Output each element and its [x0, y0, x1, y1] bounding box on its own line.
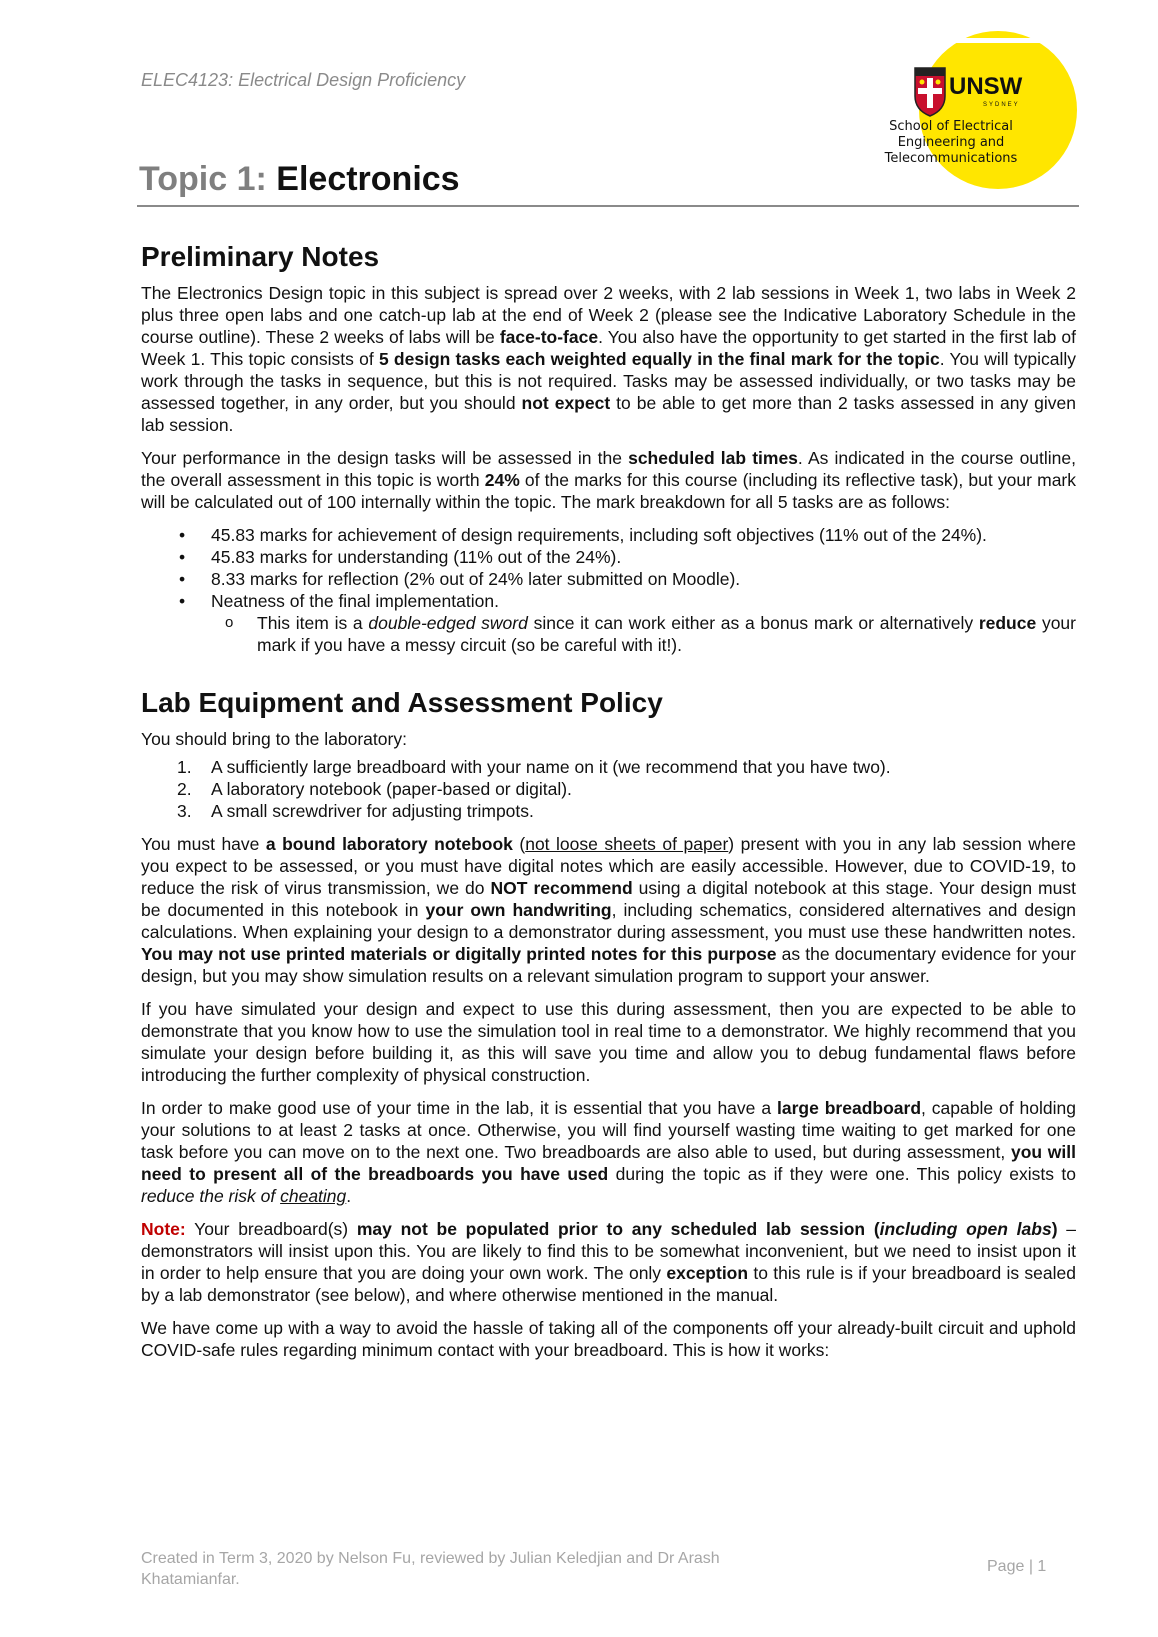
- bullet-icon: •: [179, 525, 186, 545]
- title-divider: [137, 205, 1079, 207]
- prelim-paragraph-2: Your performance in the design tasks will be assessed in the scheduled lab times. As indicated in the course outline, the overall assessment in this topic is worth 24% of the marks for this course (including its reflective task), but your mark will be calculated out of 100 internally within the topic. The mark breakdown for all 5 tasks are as follows:: [141, 448, 1077, 512]
- logo-subtext: SYDNEY: [983, 102, 1020, 108]
- logo-school-line2: Engineering and: [897, 135, 1005, 150]
- circle-bullet-icon: o: [225, 614, 234, 631]
- unsw-logo: [884, 38, 1083, 198]
- logo-wordmark: UNSW: [949, 73, 1023, 100]
- topic-name: Electronics: [276, 160, 460, 198]
- lab-heading: Lab Equipment and Assessment Policy: [141, 687, 663, 718]
- topic-number: Topic 1:: [139, 160, 267, 198]
- prelim-heading: Preliminary Notes: [141, 241, 380, 272]
- list-item: • Neatness of the final implementation. o This item is a double-edged sword since it can work either as a bonus mark or alternatively reduce your mark if you have a messy circuit (so be careful with it!).: [179, 591, 1076, 655]
- list-item: 2. A laboratory notebook (paper-based or digital).: [177, 779, 572, 799]
- notebook-paragraph: You must have a bound laboratory notebook (not loose sheets of paper) present with you in any lab session where you expect to be assessed, or you must have digital notes which are easily accessible. However, due to COVID-19, to reduce the risk of virus transmission, we do NOT recommend using a digital notebook at this stage. Your design must be documented in this notebook in your own handwriting, including schematics, considered alternatives and design calculations. When explaining your design to a demonstrator during assessment, you must use these handwritten notes. You may not use printed materials or digitally printed notes for this purpose as the documentary evidence for your design, but you may show simulation results on a relevant simulation program to support your answer.: [141, 834, 1076, 986]
- equipment-list: [141, 756, 1076, 822]
- mark-breakdown-list: [141, 524, 1076, 656]
- logo-school-line3: Telecommunications: [884, 151, 1018, 166]
- breadboard-paragraph: In order to make good use of your time in the lab, it is essential that you have a large breadboard, capable of holding your solutions to at least 2 tasks at once. Otherwise, you will find yourself wasting time waiting to get marked for one task before you can move on to the next one. Two breadboards are also able to used, but during assessment, you will need to present all of the breadboards you have used during the topic as if they were one. This policy exists to reduce the risk of cheating.: [141, 1098, 1076, 1206]
- list-item: 3. A small screwdriver for adjusting trimpots.: [177, 801, 534, 821]
- simulation-paragraph: If you have simulated your design and expect to use this during assessment, then you are expected to be able to demonstrate that you know how to use the simulation tool in real time to a demonstrator. We highly recommend that you simulate your design before building it, as this will save you time and allow you to debug fundamental flaws before introducing the further complexity of physical construction.: [141, 999, 1076, 1085]
- page-title: [139, 160, 460, 199]
- footer-credits: Created in Term 3, 2020 by Nelson Fu, reviewed by Julian Keledjian and Dr Arash Khatamianfar.: [141, 1550, 720, 1588]
- crest-icon: [915, 68, 945, 116]
- bullet-icon: •: [179, 569, 186, 589]
- note-paragraph: Note: Your breadboard(s) may not be populated prior to any scheduled lab session (including open labs) – demonstrators will insist upon this. You are likely to find this to be somewhat inconvenient, but we need to insist upon it in order to help ensure that you are doing your own work. The only exception to this rule is if your breadboard is sealed by a lab demonstrator (see below), and where otherwise mentioned in the manual.: [141, 1219, 1076, 1305]
- sub-list: [211, 612, 1076, 656]
- list-item: 1. A sufficiently large breadboard with your name on it (we recommend that you have two).: [177, 757, 891, 777]
- unsw-logo-graphic: [884, 38, 1083, 198]
- course-header: ELEC4123: Electrical Design Proficiency: [141, 70, 466, 90]
- list-item: • 8.33 marks for reflection (2% out of 24% later submitted on Moodle).: [179, 569, 741, 589]
- sub-list-item: o This item is a double-edged sword since it can work either as a bonus mark or alternatively reduce your mark if you have a messy circuit (so be careful with it!).: [225, 613, 1076, 655]
- bullet-icon: •: [179, 547, 186, 567]
- main-content: [141, 240, 1076, 1372]
- list-item: • 45.83 marks for understanding (11% out of the 24%).: [179, 547, 622, 567]
- page-number: Page | 1: [987, 1558, 1047, 1575]
- list-item: • 45.83 marks for achievement of design requirements, including soft objectives (11% out of the 24%).: [179, 525, 987, 545]
- lab-intro: You should bring to the laboratory:: [141, 729, 407, 749]
- prelim-paragraph-1: The Electronics Design topic in this subject is spread over 2 weeks, with 2 lab sessions in Week 1, two labs in Week 2 plus three open labs and one catch-up lab at the end of Week 2 (please see the Indicative Laboratory Schedule in the course outline). These 2 weeks of labs will be face-to-face. You also have the opportunity to get started in the first lab of Week 1. This topic consists of 5 design tasks each weighted equally in the final mark for the topic. You will typically work through the tasks in sequence, but this is not required. Tasks may be assessed individually, or two tasks may be assessed together, in any order, but you should not expect to be able to get more than 2 tasks assessed in any given lab session.: [141, 283, 1077, 435]
- closing-paragraph: We have come up with a way to avoid the hassle of taking all of the components off your already-built circuit and uphold COVID-safe rules regarding minimum contact with your breadboard. This is how it works:: [141, 1318, 1076, 1360]
- bullet-icon: •: [179, 591, 186, 611]
- logo-school-line1: School of Electrical: [889, 119, 1013, 134]
